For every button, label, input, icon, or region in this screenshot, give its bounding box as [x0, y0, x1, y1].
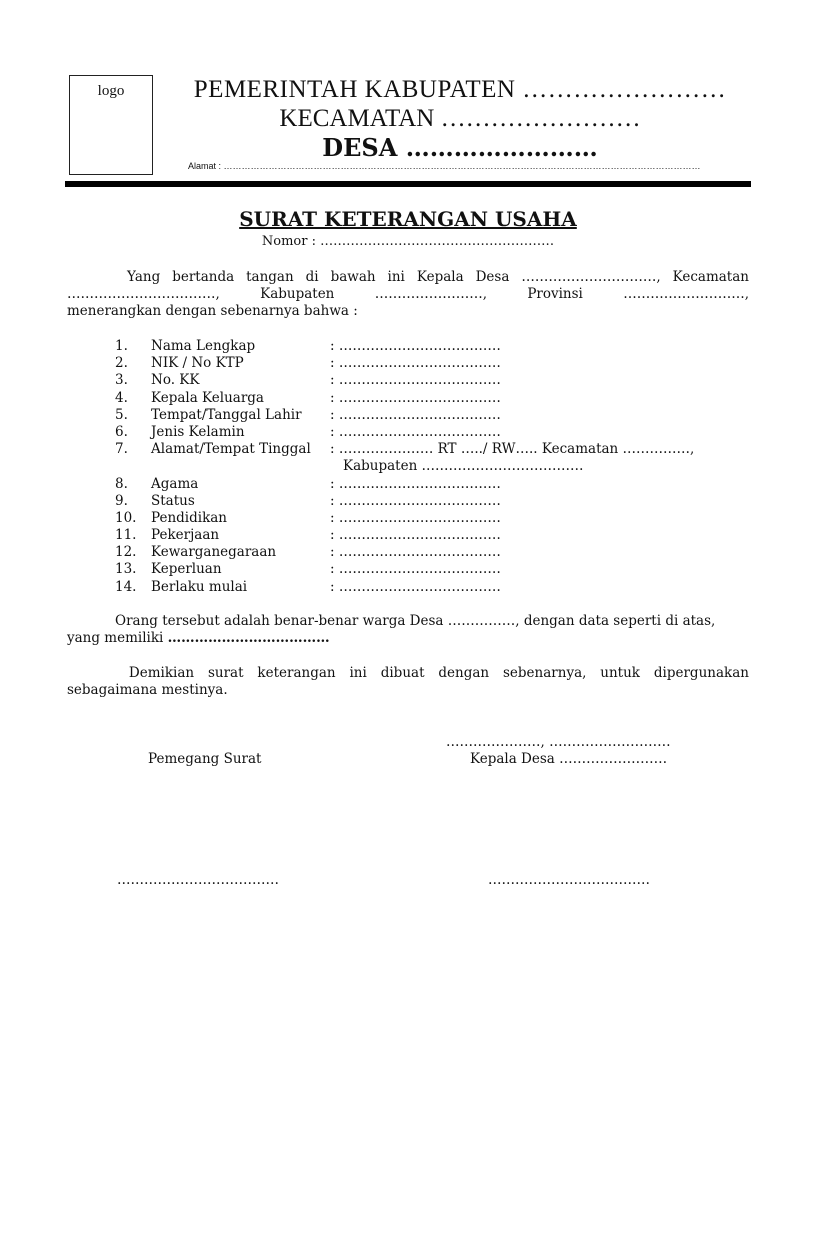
field-label: No. KK: [151, 372, 200, 389]
field-row: [115, 441, 755, 458]
field-number: 10.: [115, 509, 137, 526]
intro-line-1: [67, 269, 749, 286]
field-row: [115, 527, 755, 544]
word: ……………………………,: [67, 286, 220, 302]
word: dipergunakan: [653, 665, 749, 681]
word: dibuat: [380, 665, 425, 681]
field-value: : ………………………………: [330, 372, 501, 389]
word: dengan: [438, 665, 490, 681]
field-value: : ………………………………: [330, 544, 501, 561]
field-value: Kabupaten ………………………………: [343, 458, 584, 475]
header-divider: [65, 181, 751, 187]
field-row: [115, 407, 755, 424]
field-value: : ………………… RT …../ RW….. Kecamatan ……………,: [330, 441, 695, 458]
signature-holder-title: Pemegang Surat: [148, 751, 262, 767]
field-value: : ………………………………: [330, 527, 501, 544]
field-value: : ………………………………: [330, 492, 501, 509]
field-number: 7.: [115, 441, 128, 458]
signature-holder-name: ………………………………: [117, 872, 279, 888]
field-number: 12.: [115, 544, 137, 561]
word: Provinsi: [527, 286, 583, 302]
field-number: 8.: [115, 475, 128, 492]
field-number: 5.: [115, 406, 128, 423]
field-row: [115, 510, 755, 527]
field-label: Alamat/Tempat Tinggal: [151, 441, 311, 458]
kop-line-kecamatan: KECAMATAN ……………………: [279, 105, 641, 132]
logo-placeholder: [69, 75, 153, 175]
intro-line-3: menerangkan dengan sebenarnya bahwa :: [67, 303, 358, 319]
field-number: 14.: [115, 578, 137, 595]
word: ini: [349, 665, 367, 681]
logo-label: logo: [97, 83, 125, 99]
field-number: 3.: [115, 372, 128, 389]
field-label: Agama: [151, 475, 199, 492]
field-value: : ………………………………: [330, 338, 501, 354]
field-row-continuation: [115, 458, 755, 475]
field-row: [115, 338, 755, 355]
field-number: 9.: [115, 492, 128, 509]
word: sebenarnya,: [503, 665, 587, 681]
field-label: Tempat/Tanggal Lahir: [151, 406, 302, 423]
word: surat: [207, 665, 244, 681]
field-number: 11.: [115, 527, 137, 544]
word: tangan: [246, 269, 294, 285]
residency-paragraph: [67, 613, 749, 647]
signature-village-head-name: ………………………………: [488, 872, 650, 888]
field-value: : ………………………………: [330, 561, 501, 578]
word: Demikian: [128, 665, 195, 681]
residency-blank: ………………………………: [167, 630, 330, 646]
field-label: NIK / No KTP: [151, 355, 244, 372]
field-row: [115, 561, 755, 578]
field-label: Berlaku mulai: [151, 578, 248, 595]
field-label: Jenis Kelamin: [151, 423, 245, 440]
field-value: : ………………………………: [330, 406, 501, 423]
word: di: [305, 269, 319, 285]
word: Kabupaten: [260, 286, 335, 302]
field-label: Nama Lengkap: [151, 338, 256, 354]
field-number: 13.: [115, 561, 137, 578]
field-value: : ………………………………: [330, 509, 501, 526]
field-label: Keperluan: [151, 561, 222, 578]
field-label: Pendidikan: [151, 509, 228, 526]
word: …………………………,: [521, 269, 661, 285]
word: Desa: [475, 269, 510, 285]
kop-line-kabupaten: PEMERINTAH KABUPATEN ……………………: [193, 76, 727, 103]
field-row: [115, 493, 755, 510]
closing-line-2: sebagaimana mestinya.: [67, 682, 228, 698]
field-row: [115, 476, 755, 493]
signature-place-date: …………………, ………………………: [446, 734, 671, 750]
field-value: : ………………………………: [330, 423, 501, 440]
word: Yang: [126, 269, 161, 285]
word: ini: [387, 269, 405, 285]
residency-text: Orang tersebut adalah benar-benar warga Desa ……………, dengan data seperti di atas,: [115, 613, 716, 629]
kop-alamat: Alamat : ……………………………………………………………………………………………………………………………………………: [188, 161, 701, 171]
field-label: Pekerjaan: [151, 527, 220, 544]
word: keterangan: [257, 665, 336, 681]
word: bertanda: [172, 269, 235, 285]
word: untuk: [600, 665, 640, 681]
field-label: Status: [151, 492, 195, 509]
word: Kepala: [416, 269, 464, 285]
field-number: 4.: [115, 389, 128, 406]
word: ……………………,: [374, 286, 487, 302]
field-label: Kewarganegaraan: [151, 544, 277, 561]
field-row: [115, 355, 755, 372]
field-number: 6.: [115, 423, 128, 440]
word: Kecamatan: [672, 269, 749, 285]
field-label: Kepala Keluarga: [151, 389, 264, 406]
signature-village-head-title: Kepala Desa ……………………: [470, 751, 668, 767]
intro-paragraph: [67, 269, 749, 320]
closing-line-1: [67, 665, 749, 682]
document-title: SURAT KETERANGAN USAHA: [239, 207, 577, 231]
kop-line-desa: DESA ……………………: [322, 133, 598, 162]
field-number: 1.: [115, 338, 128, 354]
field-row: [115, 390, 755, 407]
field-list: [115, 338, 755, 596]
field-value: : ………………………………: [330, 475, 501, 492]
field-value: : ………………………………: [330, 389, 501, 406]
word: bawah: [330, 269, 376, 285]
residency-prefix: yang memiliki: [67, 630, 168, 646]
field-number: 2.: [115, 355, 128, 372]
field-row: [115, 544, 755, 561]
field-value: : ………………………………: [330, 578, 501, 595]
intro-line-2: [67, 286, 749, 303]
document-number: Nomor : ………………………………………………: [261, 234, 555, 249]
field-row: [115, 579, 755, 596]
field-row: [115, 424, 755, 441]
field-row: [115, 372, 755, 389]
word: ………………………,: [623, 286, 749, 302]
residency-line-2: [67, 630, 749, 647]
residency-line-1: [67, 613, 749, 630]
field-value: : ………………………………: [330, 355, 501, 372]
closing-paragraph: [67, 665, 749, 699]
